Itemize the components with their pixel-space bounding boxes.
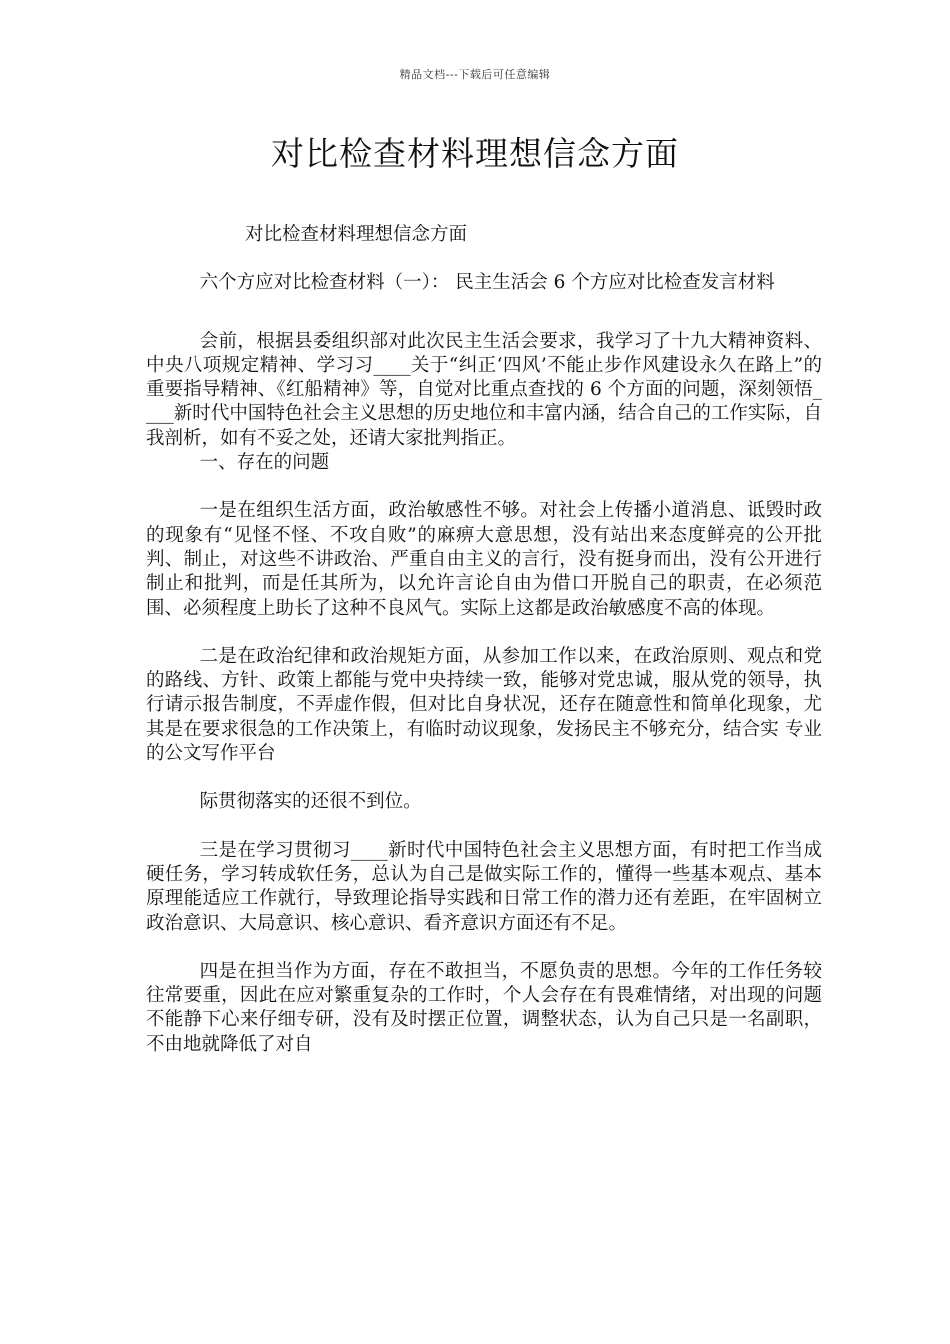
paragraph-point-3: 三是在学习贯彻习____新时代中国特色社会主义思想方面，有时把工作当成硬任务，学习转成软任务，总认为自己是做实际工作的，懂得一些基本观点、基本原理能适应工作就行，导致理论指导实践和日常工作的潜力还有差距，在牢固树立政治意识、大局意识、核心意识、看齐意识方面还有不足。 bbox=[146, 839, 822, 934]
paragraph-preface: 会前，根据县委组织部对此次民主生活会要求，我学习了十九大精神资料、中央八项规定精神、学习习____关于“纠正‘四风’不能止步作风建设永久在路上”的重要指导精神、《红船精神》等，自觉对比重点查找的 6 个方面的问题，深刻领悟____新时代中国特色社会主义思想的历史地位和丰富内涵，结合自己的工作实际，自我剖析，如有不妥之处，还请大家批判指正。 bbox=[146, 330, 822, 449]
paragraph-point-1: 一是在组织生活方面，政治敏感性不够。对社会上传播小道消息、诋毁时政的现象有“见怪不怪、不攻自败”的麻痹大意思想，没有站出来态度鲜亮的公开批判、制止，对这些不讲政治、严重自由主义的言行，没有挺身而出，没有公开进行制止和批判，而是任其所为，以允许言论自由为借口开脱自己的职责，在必须范围、必须程度上助长了这种不良风气。实际上这都是政治敏感度不高的体现。 bbox=[146, 500, 822, 619]
paragraph-point-4: 四是在担当作为方面，存在不敢担当，不愿负责的思想。今年的工作任务较往常要重，因此在应对繁重复杂的工作时，个人会存在有畏难情绪，对出现的问题不能静下心来仔细专研，没有及时摆正位置，调整状态，认为自己只是一名副职，不由地就降低了对自 bbox=[146, 960, 822, 1055]
document-body bbox=[146, 223, 822, 1057]
document-subtitle: 对比检查材料理想信念方面 bbox=[245, 224, 468, 245]
header-note: 精品文档---下载后可任意编辑 bbox=[399, 68, 551, 81]
paragraph-intro-heading: 六个方应对比检查材料（一）： 民主生活会 6 个方应对比检查发言材料 bbox=[199, 272, 775, 294]
paragraph-point-2-continued: 际贯彻落实的还很不到位。 bbox=[199, 791, 422, 813]
paragraph-point-2: 二是在政治纪律和政治规矩方面，从参加工作以来，在政治原则、观点和党的路线、方针、政策上都能与党中央持续一致，能够对党忠诚，服从党的领导，执行请示报告制度，不弄虚作假，但对比自身状况，还存在随意性和简单化现象，尤其是在要求很急的工作决策上，有临时动议现象，发扬民主不够充分，结合实 专业的公文写作平台 bbox=[146, 645, 822, 765]
document-title: 对比检查材料理想信念方面 bbox=[271, 134, 679, 173]
section-heading-problems: 一、存在的问题 bbox=[199, 452, 330, 474]
